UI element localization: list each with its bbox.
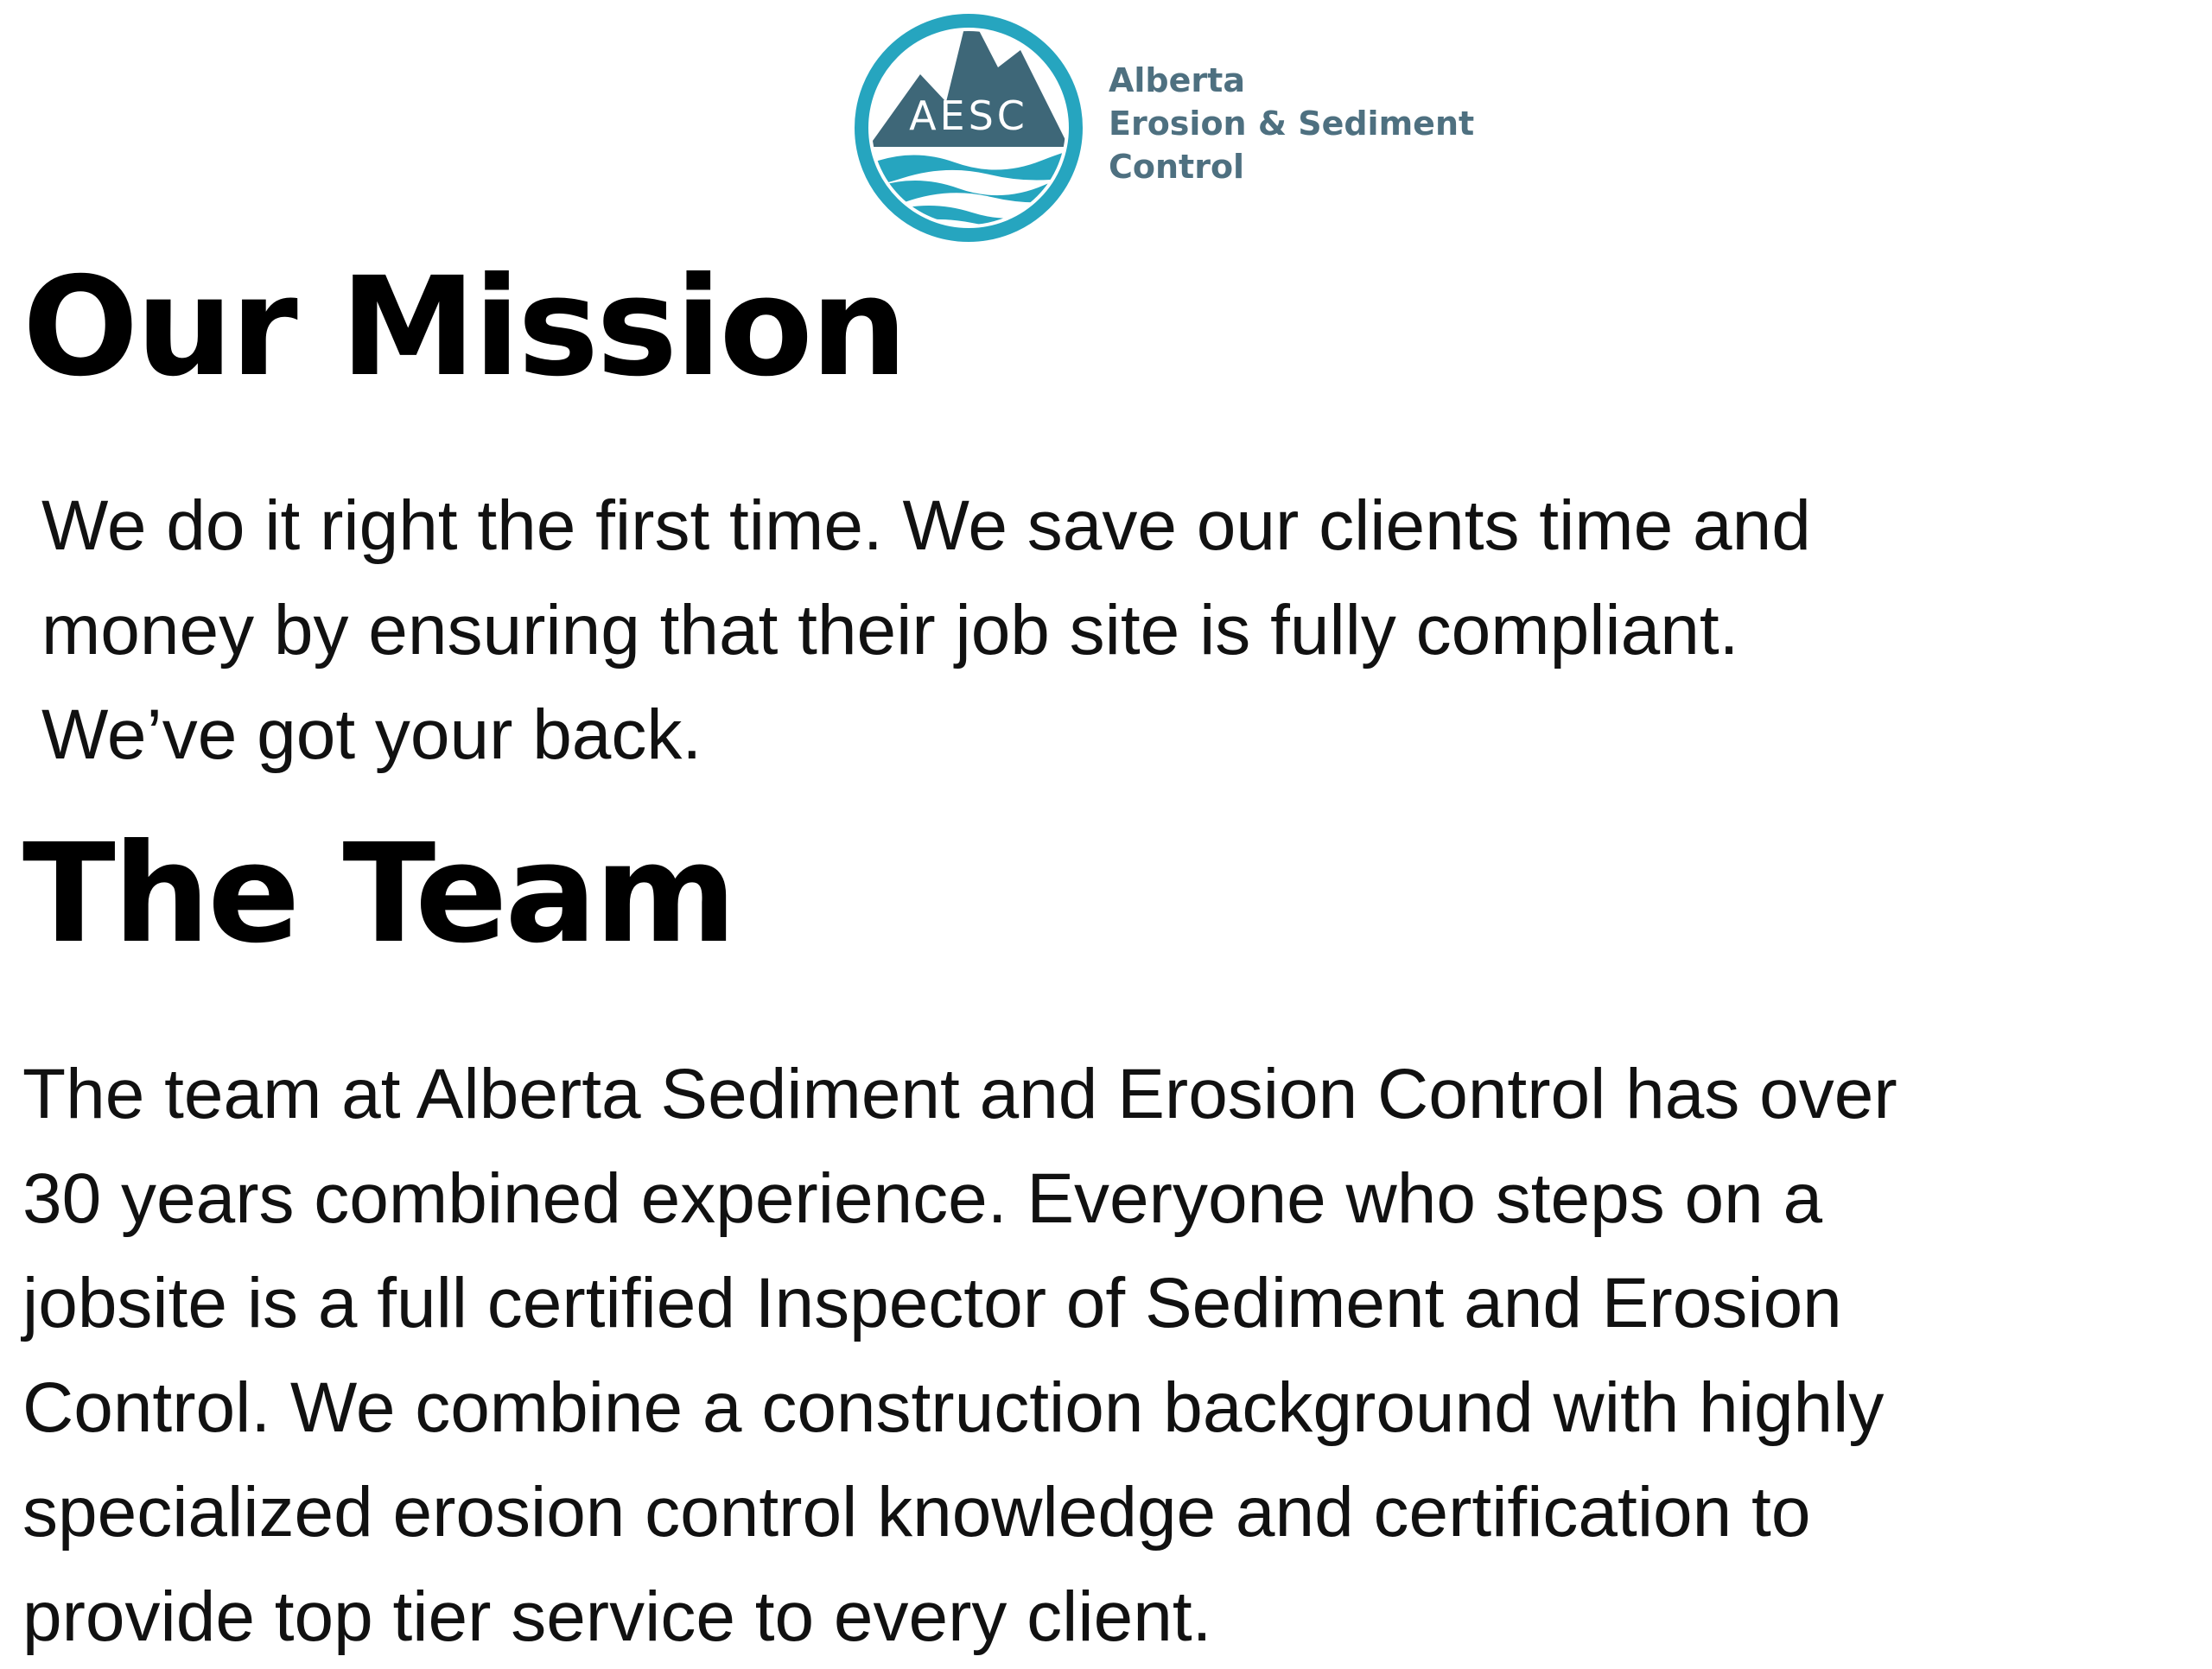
mission-paragraph (41, 473, 1811, 787)
brand-name (1109, 59, 1474, 188)
company-logo (851, 7, 1473, 242)
mission-line: money by ensuring that their job site is fully compliant. (41, 591, 1739, 670)
team-line: provide top tier service to every client. (22, 1577, 1212, 1656)
team-line: Control. We combine a construction background with highly (22, 1368, 1885, 1447)
team-paragraph (22, 1042, 1897, 1669)
team-heading: The Team (22, 815, 734, 974)
team-line: 30 years combined experience. Everyone who steps on a (22, 1159, 1823, 1238)
aesc-emblem-icon (851, 7, 1086, 242)
mission-line: We do it right the first time. We save our clients time and (41, 486, 1811, 565)
mission-line: We’ve got your back. (41, 695, 702, 774)
team-line: jobsite is a full certified Inspector of Sediment and Erosion (22, 1264, 1842, 1342)
team-line: specialized erosion control knowledge and certification to (22, 1473, 1811, 1552)
brand-line: Alberta (1109, 61, 1245, 99)
brand-line: Control (1109, 148, 1245, 186)
mission-heading: Our Mission (22, 248, 906, 407)
brand-line: Erosion & Sediment (1109, 105, 1475, 143)
emblem-text: AESC (909, 92, 1028, 139)
team-line: The team at Alberta Sediment and Erosion Control has over (22, 1055, 1897, 1133)
